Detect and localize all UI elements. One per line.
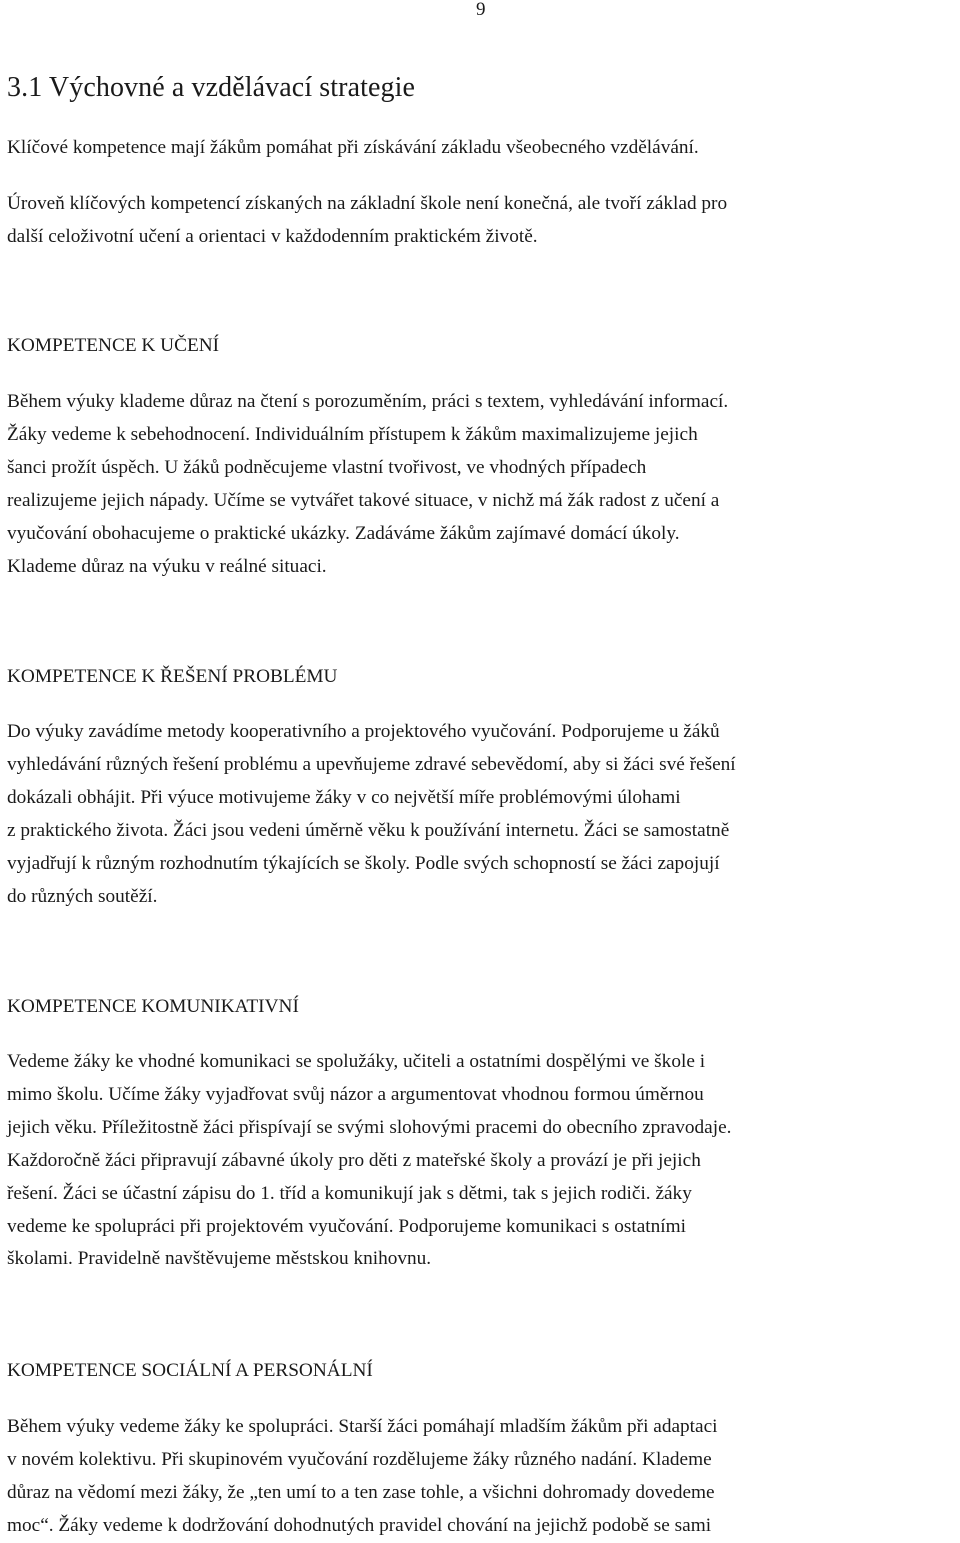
text-line: Během výuky klademe důraz na čtení s porozuměním, práci s textem, vyhledávání informací. bbox=[7, 391, 729, 412]
text-line: šanci prožít úspěch. U žáků podněcujeme vlastní tvořivost, ve vhodných případech bbox=[7, 456, 647, 478]
text-line: Klademe důraz na výuku v reálné situaci. bbox=[7, 555, 327, 577]
section-body-learning bbox=[7, 386, 957, 583]
text-line: vedeme ke spolupráci při projektovém vyučování. Podporujeme komunikaci s ostatními bbox=[7, 1215, 686, 1237]
text-line: Do výuky zavádíme metody kooperativního a projektového vyučování. Podporujeme u žáků bbox=[7, 721, 720, 742]
text-line: vyjadřují k různým rozhodnutím týkajících se školy. Podle svých schopností se žáci zapojují bbox=[7, 852, 720, 874]
page-number: 9 bbox=[476, 0, 486, 20]
text-line: důraz na vědomí mezi žáky, že „ten umí to a ten zase tohle, a všichni dohromady dovedeme bbox=[7, 1481, 715, 1503]
text-line: v novém kolektivu. Při skupinovém vyučování rozdělujeme žáky různého nadání. Klademe bbox=[7, 1448, 712, 1470]
section-body-social-personal bbox=[7, 1411, 957, 1543]
intro-paragraph-1 bbox=[7, 132, 957, 165]
text-line: Žáky vedeme k sebehodnocení. Individuálním přístupem k žákům maximalizujeme jejich bbox=[7, 423, 698, 445]
text-line: další celoživotní učení a orientaci v každodenním praktickém životě. bbox=[7, 225, 538, 247]
section-heading-social-personal: KOMPETENCE SOCIÁLNÍ A PERSONÁLNÍ bbox=[7, 1360, 373, 1381]
text-line: realizujeme jejich nápady. Učíme se vytvářet takové situace, v nichž má žák radost z učení a bbox=[7, 489, 720, 511]
text-line: z praktického života. Žáci jsou vedeni úměrně věku k používání internetu. Žáci se samostatně bbox=[7, 819, 730, 841]
text-line: Každoročně žáci připravují zábavné úkoly pro děti z mateřské školy a provází je při jejich bbox=[7, 1149, 701, 1171]
text-line: Úroveň klíčových kompetencí získaných na základní škole není konečná, ale tvoří základ pro bbox=[7, 193, 728, 214]
text-line: vyhledávání různých řešení problému a upevňujeme zdravé sebevědomí, aby si žáci své řešení bbox=[7, 753, 736, 775]
text-line: Klíčové kompetence mají žákům pomáhat při získávání základu všeobecného vzdělávání. bbox=[7, 137, 699, 158]
text-line: mimo školu. Učíme žáky vyjadřovat svůj názor a argumentovat vhodnou formou úměrnou bbox=[7, 1083, 704, 1105]
intro-paragraph-2 bbox=[7, 188, 957, 254]
text-line: Během výuky vedeme žáky ke spolupráci. Starší žáci pomáhají mladším žákům při adaptaci bbox=[7, 1416, 718, 1437]
text-line: vyučování obohacujeme o praktické ukázky. Zadáváme žákům zajímavé domácí úkoly. bbox=[7, 522, 680, 544]
text-line: řešení. Žáci se účastní zápisu do 1. tříd a komunikují jak s dětmi, tak s jejich rodiči. žáky bbox=[7, 1182, 692, 1204]
section-heading-problem-solving: KOMPETENCE K ŘEŠENÍ PROBLÉMU bbox=[7, 666, 338, 687]
text-line: jejich věku. Příležitostně žáci přispívají se svými slohovými pracemi do obecního zpravodaje. bbox=[7, 1116, 732, 1138]
section-heading-learning: KOMPETENCE K UČENÍ bbox=[7, 335, 220, 356]
text-line: do různých soutěží. bbox=[7, 885, 158, 907]
section-body-communication bbox=[7, 1046, 957, 1276]
text-line: školami. Pravidelně navštěvujeme městskou knihovnu. bbox=[7, 1248, 432, 1270]
page-title: 3.1 Výchovné a vzdělávací strategie bbox=[7, 72, 416, 103]
text-line: dokázali obhájit. Při výuce motivujeme žáky v co největší míře problémovými úlohami bbox=[7, 786, 681, 808]
text-line: Vedeme žáky ke vhodné komunikaci se spolužáky, učiteli a ostatními dospělými ve škole i bbox=[7, 1051, 706, 1072]
section-body-problem-solving bbox=[7, 716, 957, 913]
text-line: moc“. Žáky vedeme k dodržování dohodnutých pravidel chování na jejichž podobě se sami bbox=[7, 1514, 712, 1536]
section-heading-communication: KOMPETENCE KOMUNIKATIVNÍ bbox=[7, 996, 299, 1017]
